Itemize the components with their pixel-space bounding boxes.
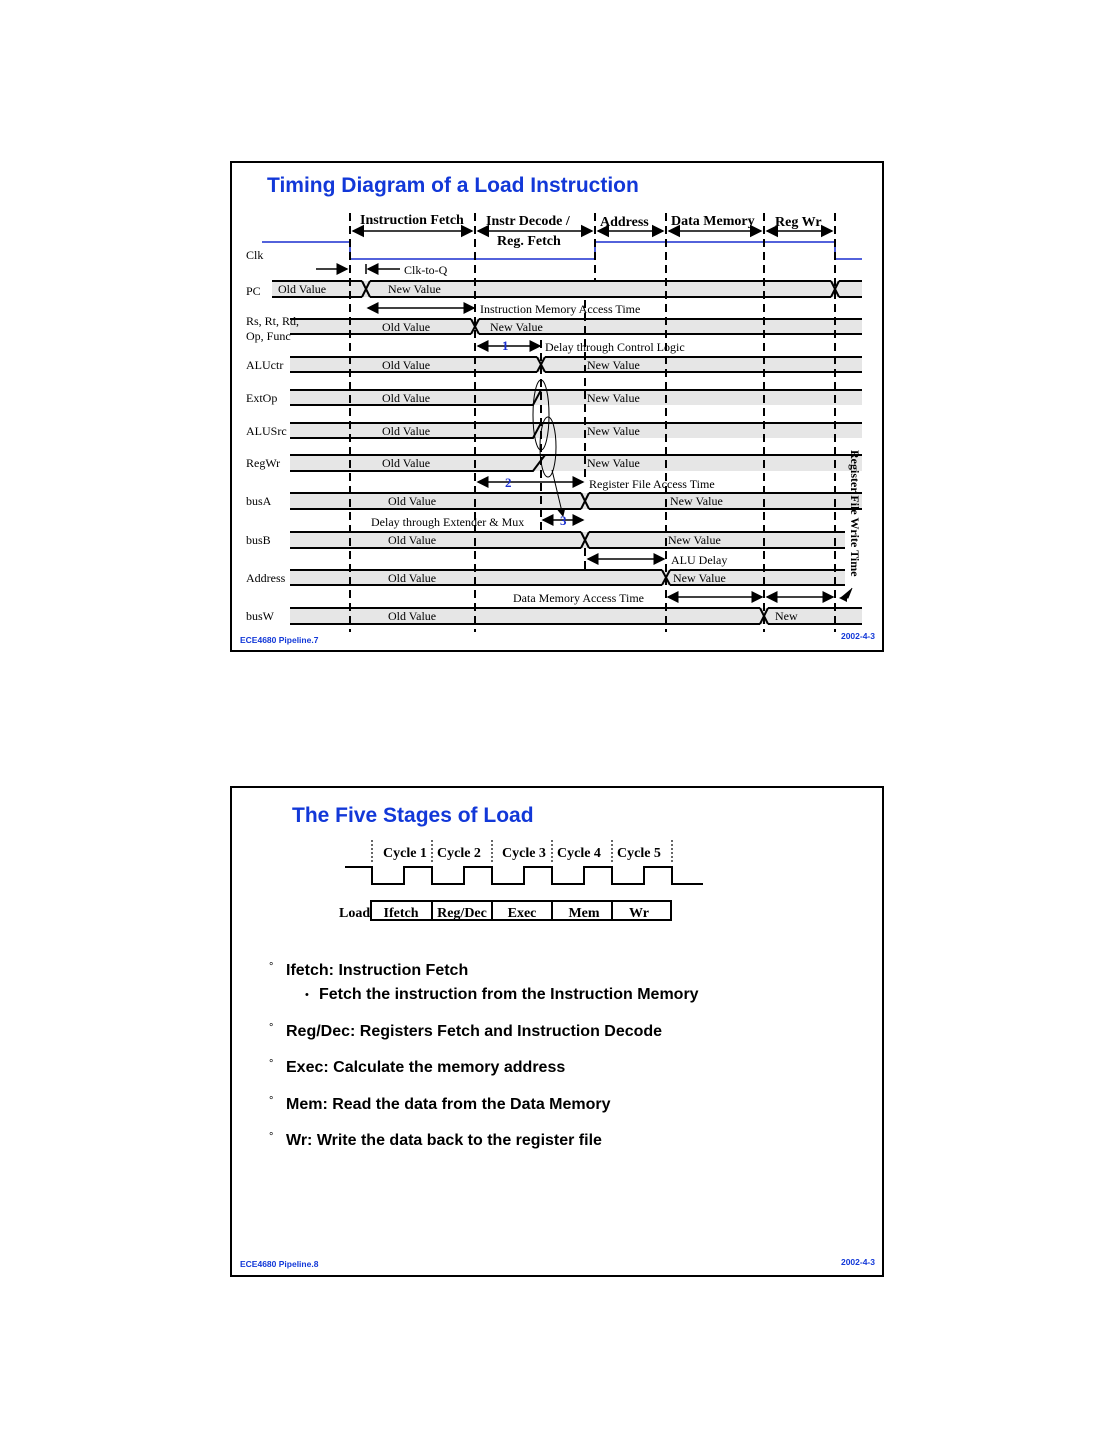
svg-text:2: 2	[505, 475, 512, 490]
slide-title: Timing Diagram of a Load Instruction	[267, 174, 639, 197]
stage-exec: Exec	[507, 906, 537, 921]
svg-text:Load: Load	[339, 906, 371, 921]
svg-text:•: •	[305, 989, 309, 1001]
footer-left: ECE4680 Pipeline.7	[240, 635, 319, 645]
svg-text:busB: busB	[246, 533, 271, 547]
svg-text:Data Memory: Data Memory	[671, 214, 755, 229]
svg-text:Delay through Extender & Mux: Delay through Extender & Mux	[371, 515, 525, 529]
svg-text:Old Value: Old Value	[278, 282, 327, 296]
svg-text:ExtOp: ExtOp	[246, 391, 278, 405]
svg-text:busW: busW	[246, 609, 274, 623]
svg-text:Register File Write Time: Register File Write Time	[848, 450, 862, 577]
svg-text:Wr: Write the data back to the: Wr: Write the data back to the register file	[286, 1132, 602, 1149]
svg-text:1: 1	[502, 338, 509, 353]
stage-ifetch: Ifetch	[383, 906, 419, 921]
svg-text:Clk: Clk	[246, 248, 264, 262]
svg-text:°: °	[269, 1022, 274, 1034]
svg-text:Op, Func: Op, Func	[246, 329, 291, 343]
svg-text:New Value: New Value	[490, 320, 543, 334]
svg-text:RegWr: RegWr	[246, 456, 281, 470]
svg-text:Old Value: Old Value	[382, 358, 431, 372]
svg-text:New Value: New Value	[587, 391, 640, 405]
svg-text:Reg/Dec: Registers Fetch and: Reg/Dec: Registers Fetch and Instruction Decode	[286, 1023, 663, 1040]
svg-text:Instr Decode /: Instr Decode /	[486, 214, 570, 229]
svg-text:Cycle 4: Cycle 4	[557, 846, 601, 861]
svg-text:Exec: Calculate the memory add: Exec: Calculate the memory address	[286, 1059, 566, 1076]
svg-text:Old Value: Old Value	[382, 320, 431, 334]
svg-text:Old Value: Old Value	[382, 424, 431, 438]
svg-text:New Value: New Value	[673, 571, 726, 585]
svg-text:Old Value: Old Value	[382, 391, 431, 405]
slide-title: The Five Stages of Load	[292, 804, 534, 827]
footer-date: 2002-4-3	[840, 1257, 875, 1267]
slide-five-stages	[231, 787, 883, 1276]
svg-text:Clk-to-Q: Clk-to-Q	[404, 263, 448, 277]
svg-text:New: New	[775, 609, 798, 623]
footer-date: 2002-4-3	[840, 631, 875, 641]
svg-text:Reg. Fetch: Reg. Fetch	[497, 234, 561, 249]
svg-text:Cycle 2: Cycle 2	[437, 846, 481, 861]
svg-text:New Value: New Value	[587, 358, 640, 372]
svg-text:Cycle 5: Cycle 5	[617, 846, 661, 861]
svg-text:Reg Wr: Reg Wr	[775, 215, 822, 230]
svg-text:ALUctr: ALUctr	[246, 358, 284, 372]
svg-text:Mem: Read the data from the Da: Mem: Read the data from the Data Memory	[286, 1096, 611, 1113]
slide-timing-diagram	[231, 162, 883, 651]
svg-text:Old Value: Old Value	[388, 571, 437, 585]
svg-text:Delay through Control Logic: Delay through Control Logic	[545, 340, 685, 354]
svg-text:New Value: New Value	[587, 424, 640, 438]
svg-text:°: °	[269, 961, 274, 973]
svg-text:New Value: New Value	[668, 533, 721, 547]
svg-text:Instruction Fetch: Instruction Fetch	[360, 213, 464, 228]
svg-text:3: 3	[560, 513, 567, 528]
svg-text:Old Value: Old Value	[382, 456, 431, 470]
svg-text:Old Value: Old Value	[388, 609, 437, 623]
svg-text:Old Value: Old Value	[388, 533, 437, 547]
svg-text:°: °	[269, 1131, 274, 1143]
stage-wr: Wr	[629, 906, 649, 921]
svg-text:°: °	[269, 1095, 274, 1107]
svg-text:Address: Address	[600, 215, 649, 230]
svg-text:Cycle 3: Cycle 3	[502, 846, 546, 861]
svg-text:Cycle 1: Cycle 1	[383, 846, 427, 861]
svg-text:busA: busA	[246, 494, 272, 508]
svg-text:Instruction Memory Access Time: Instruction Memory Access Time	[480, 302, 641, 316]
stage-regdec: Reg/Dec	[437, 906, 487, 921]
svg-text:New Value: New Value	[670, 494, 723, 508]
svg-text:Old Value: Old Value	[388, 494, 437, 508]
svg-text:ALUSrc: ALUSrc	[246, 424, 287, 438]
svg-text:Register File Access Time: Register File Access Time	[589, 477, 715, 491]
svg-text:Data Memory Access Time: Data Memory Access Time	[513, 591, 644, 605]
svg-text:New Value: New Value	[388, 282, 441, 296]
svg-text:°: °	[269, 1058, 274, 1070]
footer-left: ECE4680 Pipeline.8	[240, 1259, 319, 1269]
svg-text:PC: PC	[246, 284, 261, 298]
svg-text:Ifetch: Instruction Fetch: Ifetch: Instruction Fetch	[286, 962, 469, 979]
svg-text:Address: Address	[246, 571, 286, 585]
svg-text:Fetch the instruction from the: Fetch the instruction from the Instruction Memory	[319, 986, 699, 1003]
svg-text:ALU Delay: ALU Delay	[671, 553, 728, 567]
stage-mem: Mem	[568, 906, 600, 921]
svg-text:Rs, Rt, Rd,: Rs, Rt, Rd,	[246, 314, 300, 328]
svg-text:New Value: New Value	[587, 456, 640, 470]
